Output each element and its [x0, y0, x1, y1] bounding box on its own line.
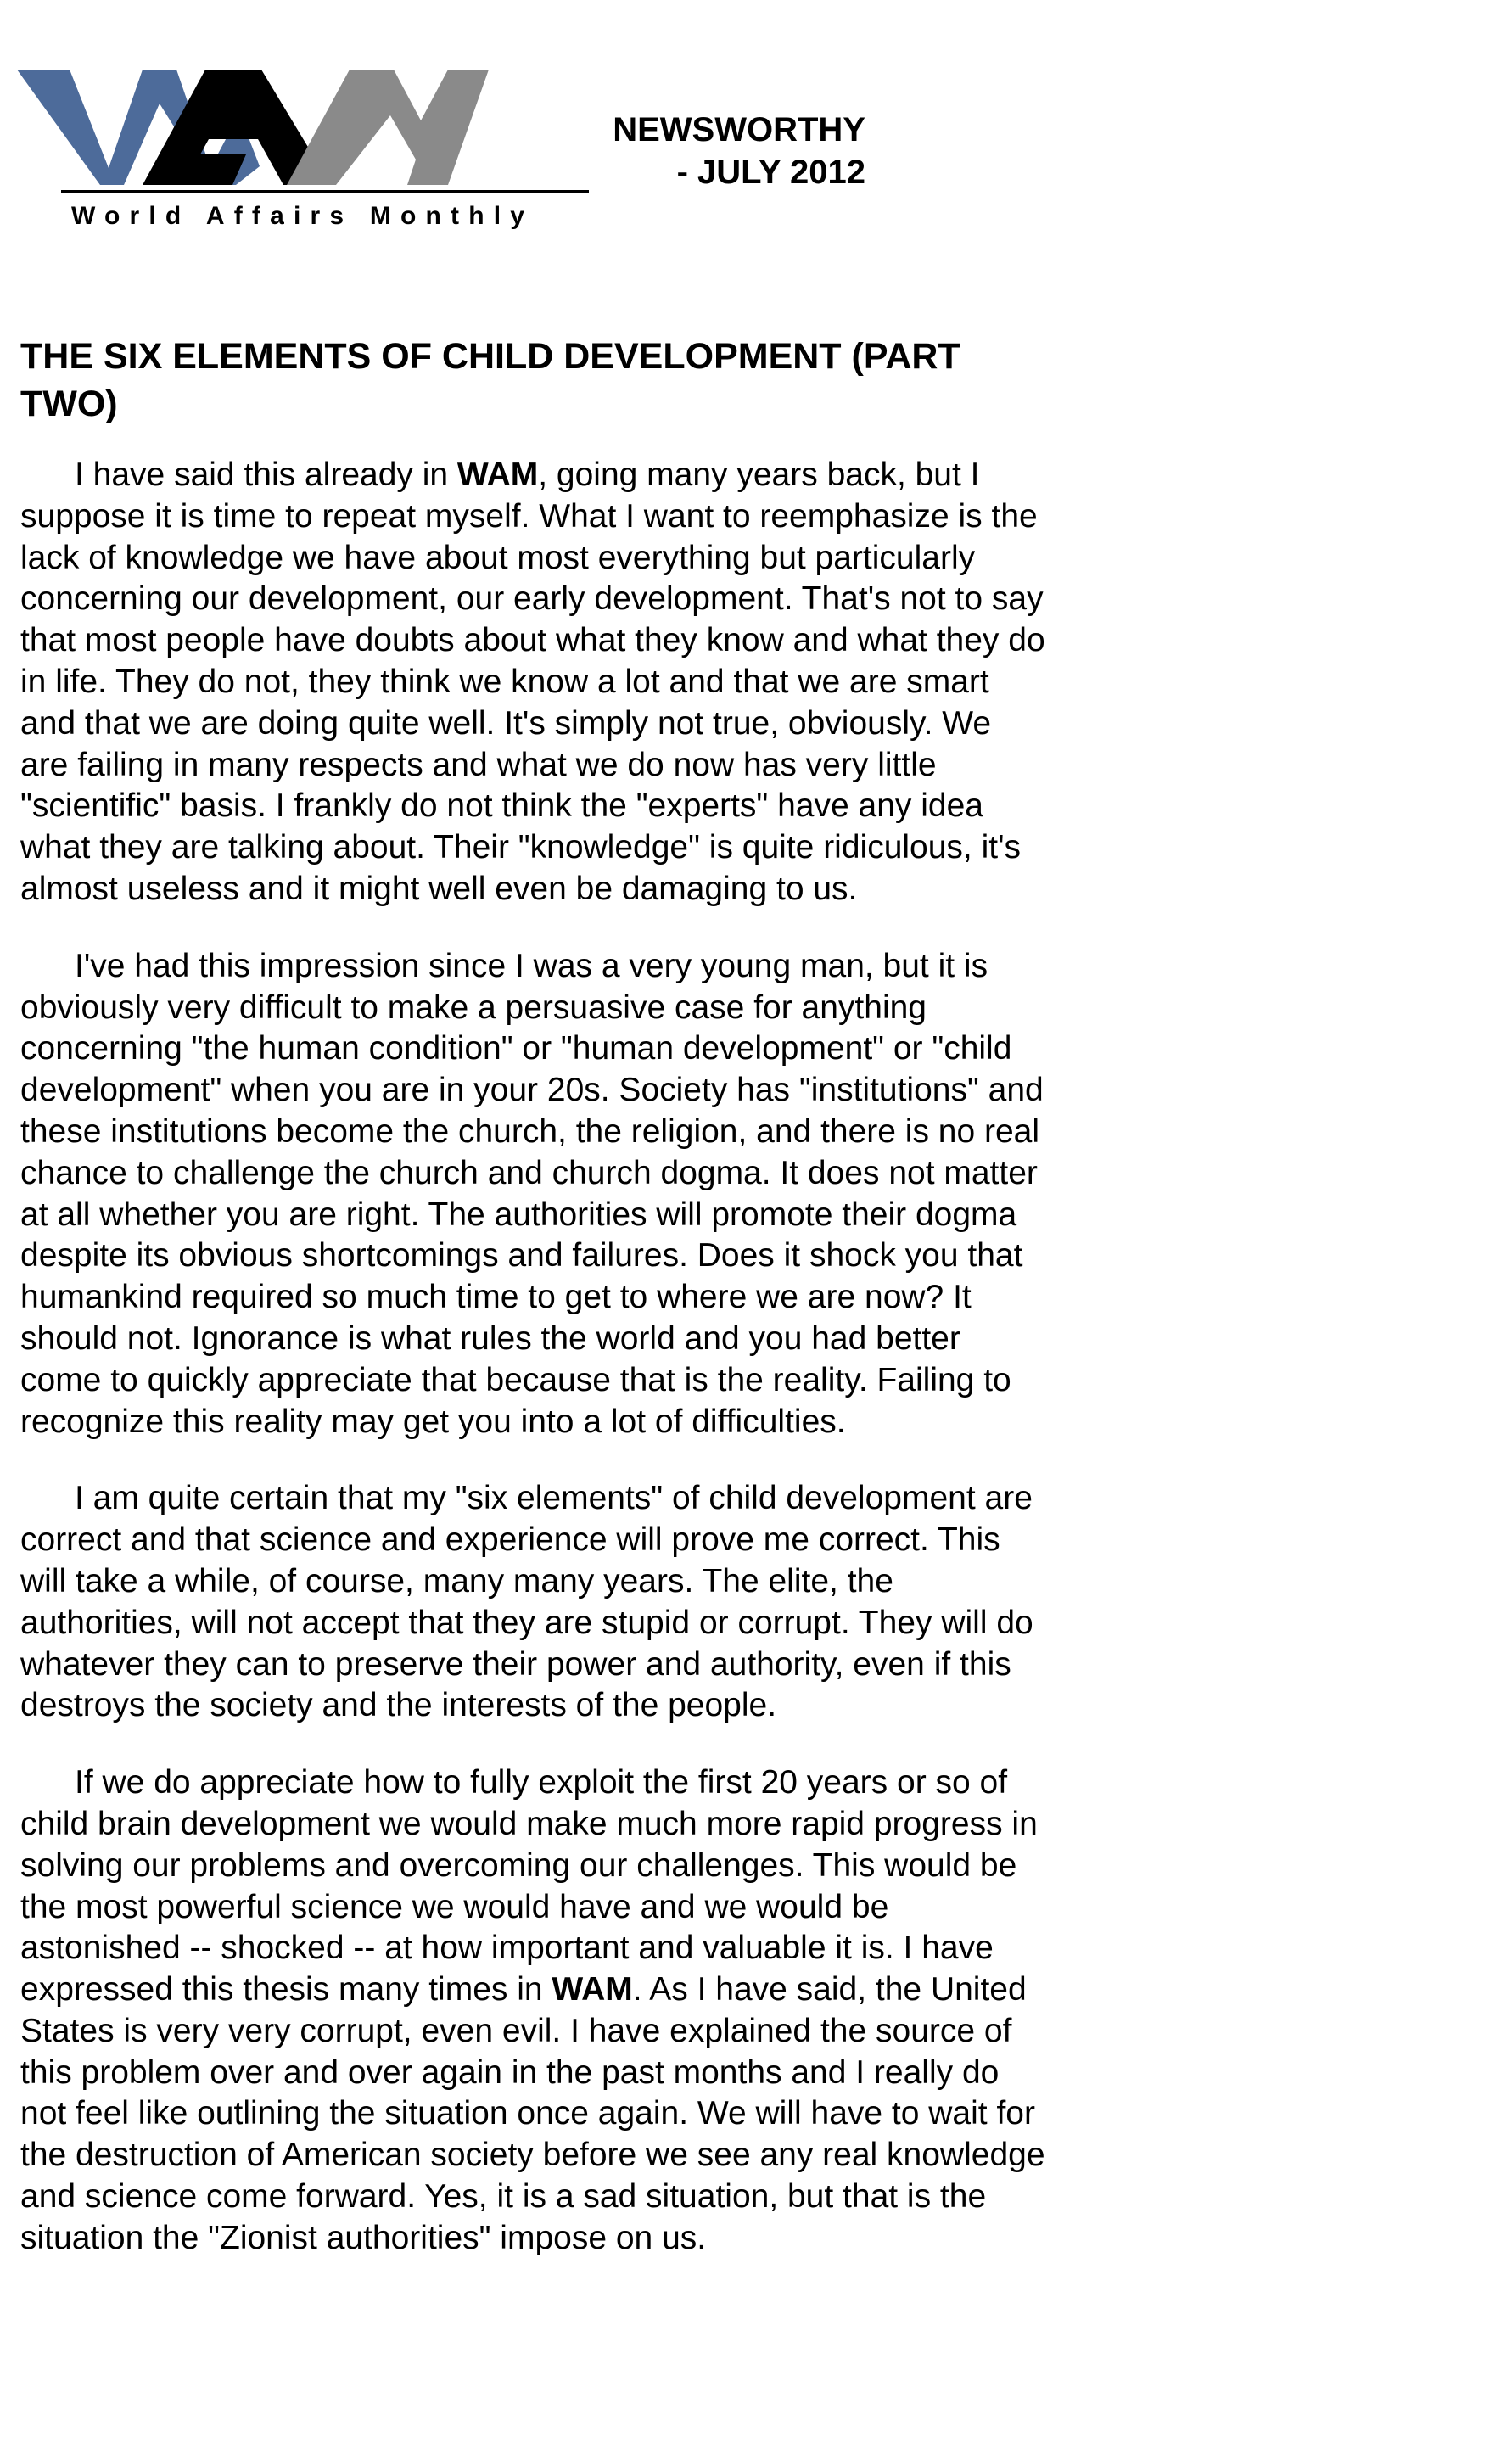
logo-rule — [61, 190, 589, 193]
masthead — [0, 0, 1512, 305]
paragraph-text: I have said this already in — [75, 457, 457, 493]
article-body — [20, 455, 1047, 2260]
article — [20, 333, 1047, 2295]
publication-name: WAM — [552, 1971, 633, 2008]
paragraph-text: . As I have said, the United States is very very corrupt, even evil. I have explained the source of this problem over and over again in the past months and I really do not feel like outlining the situation once again. We will have to wait for the destruction of American society before we see any real knowledge and science come forward. Yes, it is a sad situation, but that is the situation the "Zionist authorities" impose on us. — [20, 1971, 1045, 2256]
logo-text: World Affairs Monthly — [71, 202, 535, 230]
publication-name: WAM — [456, 457, 539, 493]
issue-block — [594, 109, 865, 193]
article-paragraph — [20, 1478, 1047, 1727]
paragraph-text: , going many years back, but I suppose it is time to repeat myself. What I want to reemphasize is the lack of knowledge we have about most everything but particularly concerning our development, our early development. That's not to say that most people have doubts about what they know and what they do in life. They do not, they think we know a lot and that we are smart and that we are doing quite well. It's simply not true, obviously. We are failing in many respects and what we do now has very little "scientific" basis. I frankly do not think the "experts" have any idea what they are talking about. Their "knowledge" is quite ridiculous, it's almost useless and it might well even be damaging to us. — [20, 457, 1045, 907]
article-title: THE SIX ELEMENTS OF CHILD DEVELOPMENT (PART TWO) — [20, 336, 960, 424]
article-paragraph — [20, 946, 1047, 1443]
paragraph-text: If we do appreciate how to fully exploit the first 20 years or so of child brain development we would make much more rapid progress in solving our problems and overcoming our challenges. This would be the most powerful science we would have and we would be astonished -- shocked -- at how important and valuable it is. I have expressed this thesis many times in — [20, 1764, 1038, 2008]
issue-date: - JULY 2012 — [676, 154, 865, 191]
paragraph-text: I've had this impression since I was a very young man, but it is obviously very difficult to make a persuasive case for anything concerning "the human condition" or "human development" or "child development" when you are in your 20s. Society has "institutions" and these institutions become the church, the religion, and there is no real chance to challenge the church and church dogma. It does not matter at all whether you are right. The authorities will promote their dogma despite its obvious shortcomings and failures. Does it shock you that humankind required so much time to get to where we are now? It should not. Ignorance is what rules the world and you had better come to quickly appreciate that because that is the reality. Failing to recognize this reality may get you into a lot of difficulties. — [20, 947, 1044, 1440]
article-paragraph — [20, 455, 1047, 910]
logo-letter-m — [287, 70, 489, 185]
wam-logo — [17, 66, 594, 244]
paragraph-text: I am quite certain that my "six elements" of child development are correct and that science and experience will prove me correct. This will take a while, of course, many many years. The elite, the authorities, will not accept that they are stupid or corrupt. They will do whatever they can to preserve their power and authority, even if this destroys the society and the interests of the people. — [20, 1480, 1033, 1724]
wam-logo-graphic — [17, 66, 594, 244]
section-label: NEWSWORTHY — [613, 111, 865, 148]
article-paragraph — [20, 1762, 1047, 2260]
